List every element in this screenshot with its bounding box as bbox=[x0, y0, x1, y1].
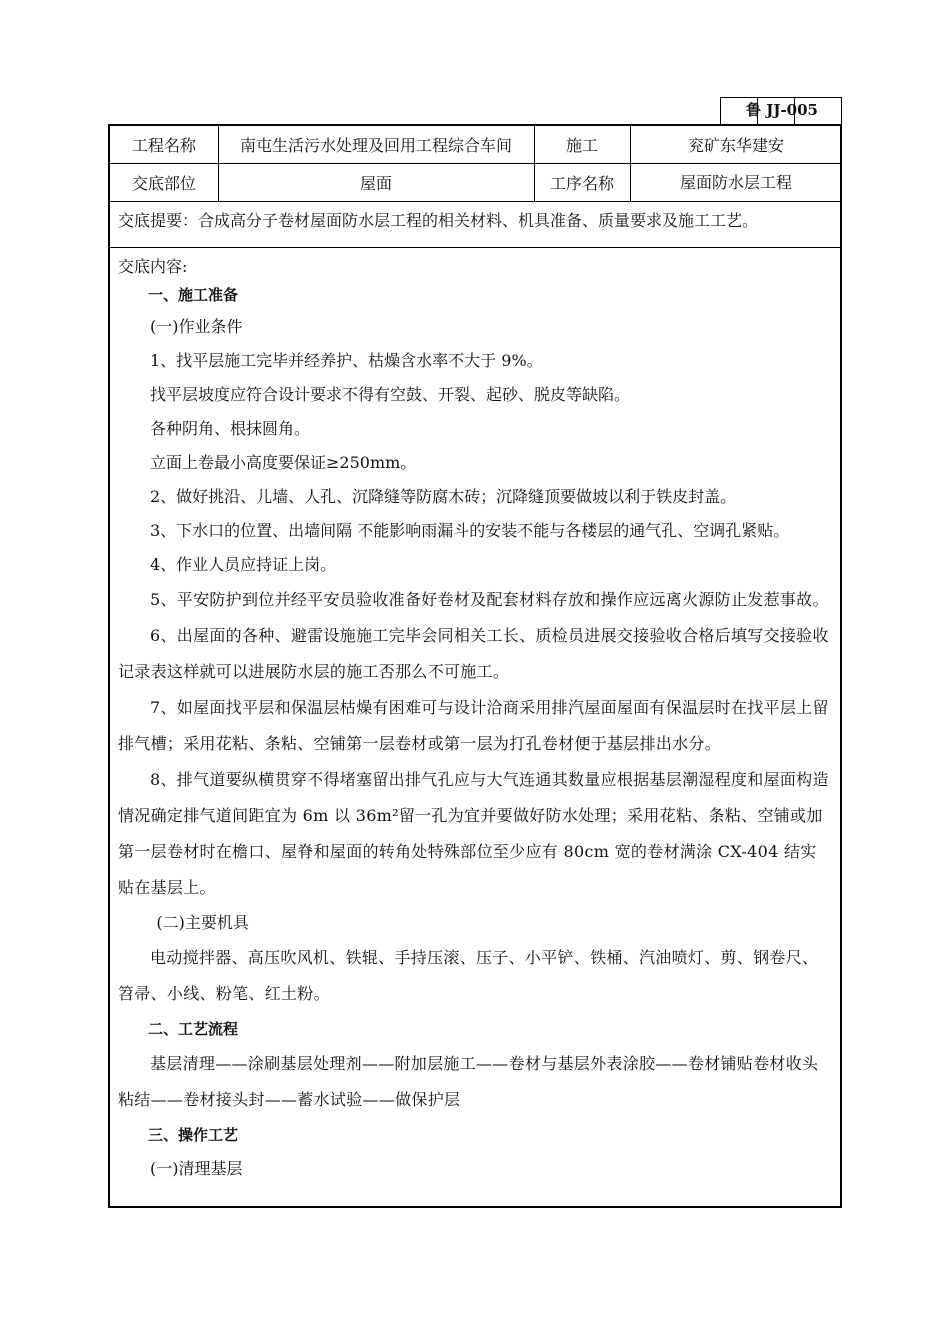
section-3-title: 三、操作工艺 bbox=[148, 1126, 239, 1144]
section-1-title: 一、施工准备 bbox=[148, 286, 239, 304]
paragraph-5: 2、做好挑沿、儿墙、人孔、沉降缝等防腐木砖；沉降缝顶要做坡以利于铁皮封盖。 bbox=[150, 487, 737, 506]
section-3-sub-1: (一)清理基层 bbox=[150, 1159, 243, 1178]
code-box-3 bbox=[794, 97, 842, 124]
paragraph-3: 各种阴角、根抹圆角。 bbox=[150, 419, 311, 438]
code-box-1 bbox=[720, 97, 758, 124]
disclosure-summary: 交底提要：合成高分子卷材屋面防水层工程的相关材料、机具准备、质量要求及施工工艺。 bbox=[110, 202, 840, 248]
header-row-2 bbox=[110, 164, 840, 202]
disclosure-sheet bbox=[108, 124, 842, 1208]
section-2-title: 二、工艺流程 bbox=[148, 1020, 239, 1038]
paragraph-12: 电动搅拌器、高压吹风机、铁辊、手持压滚、压子、小平铲、铁桶、汽油喷灯、剪、钢卷尺、笤帚、小线、粉笔、红土粉。 bbox=[118, 948, 819, 1003]
section-1-sub-1: (一)作业条件 bbox=[150, 317, 243, 336]
construction-label: 施工 bbox=[565, 136, 598, 155]
construction-value: 兖矿东华建安 bbox=[687, 136, 784, 155]
paragraph-6: 3、下水口的位置、出墙间隔 不能影响雨漏斗的安装不能与各楼层的通气孔、空调孔紧贴。 bbox=[150, 521, 790, 540]
process-value: 屋面防水层工程 bbox=[679, 173, 792, 192]
project-name-value: 南屯生活污水处理及回用工程综合车间 bbox=[239, 136, 512, 155]
paragraph-11: 8、排气道要纵横贯穿不得堵塞留出排气孔应与大气连通其数量应根据基层潮湿程度和屋面构造情况确定排气道间距宜为 6m 以 36m²留一孔为宜并要做好防水处理；采用花粘、条粘、空铺或加第一层卷材时在檐口、屋脊和屋面的转角处特殊部位至少应有 80cm 宽的卷材满涂 CX-404 结实贴在基层上。 bbox=[118, 770, 829, 897]
paragraph-8: 5、平安防护到位并经平安员验收准备好卷材及配套材料存放和操作应远离火源防止发惹事故。 bbox=[150, 590, 829, 609]
paragraph-1: 1、找平层施工完毕并经养护、枯燥含水率不大于 9%。 bbox=[150, 351, 543, 370]
document-code-row bbox=[108, 97, 842, 124]
disclosure-content bbox=[110, 248, 840, 1186]
header-row-1 bbox=[110, 126, 840, 164]
paragraph-13: 基层清理——涂刷基层处理剂——附加层施工——卷材与基层外表涂胶——卷材铺贴卷材收头粘结——卷材接头封——蓄水试验——做保护层 bbox=[118, 1054, 819, 1109]
part-label: 交底部位 bbox=[131, 174, 196, 193]
document-code: 鲁 JJ-005 bbox=[746, 101, 818, 119]
paragraph-4: 立面上卷最小高度要保证≥250mm。 bbox=[150, 453, 417, 472]
content-label: 交底内容: bbox=[118, 257, 188, 276]
paragraph-10: 7、如屋面找平层和保温层枯燥有困难可与设计洽商采用排汽屋面屋面有保温层时在找平层上留排气槽；采用花粘、条粘、空铺第一层卷材或第一层为打孔卷材便于基层排出水分。 bbox=[118, 698, 829, 753]
paragraph-9: 6、出屋面的各种、避雷设施施工完毕会同相关工长、质检员进展交接验收合格后填写交接验收记录表这样就可以进展防水层的施工否那么不可施工。 bbox=[118, 626, 829, 681]
code-box-2 bbox=[757, 97, 795, 124]
paragraph-2: 找平层坡度应符合设计要求不得有空鼓、开裂、起砂、脱皮等缺陷。 bbox=[150, 385, 631, 404]
process-label: 工序名称 bbox=[549, 174, 614, 193]
project-name-label: 工程名称 bbox=[131, 136, 196, 155]
part-value: 屋面 bbox=[359, 174, 392, 193]
section-1-sub-2: (二)主要机具 bbox=[156, 913, 249, 932]
paragraph-7: 4、作业人员应持证上岗。 bbox=[150, 555, 337, 574]
